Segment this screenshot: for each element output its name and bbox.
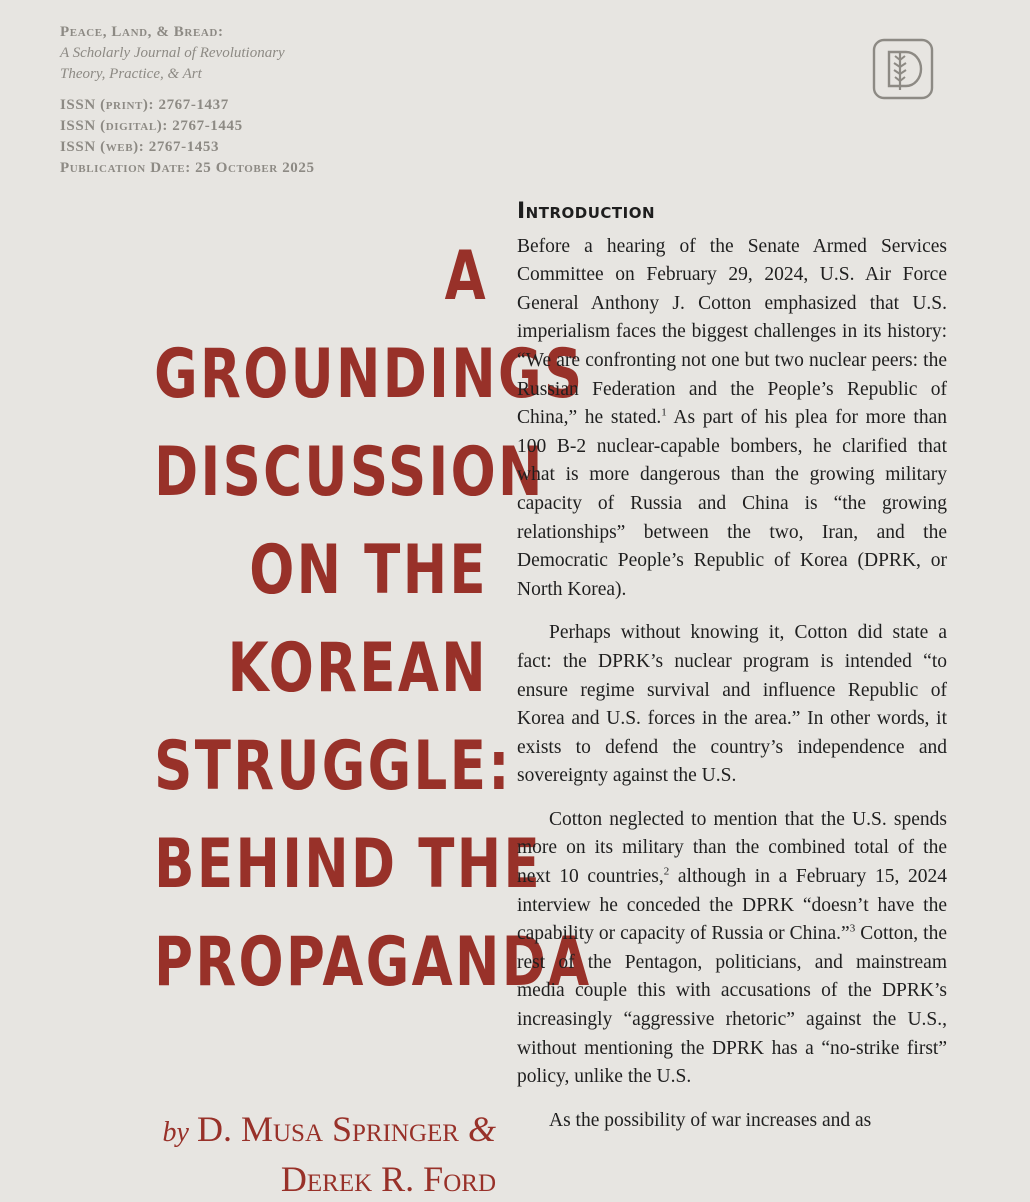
title-line: GROUNDINGS <box>154 335 585 414</box>
journal-name: Peace, Land, & Bread: <box>60 24 224 40</box>
issn-digital: ISSN (digital): 2767-1445 <box>60 118 243 134</box>
title-line: BEHIND THE <box>154 825 543 904</box>
title-line: PROPAGANDA <box>154 923 592 1002</box>
footnote-ref[interactable]: 2 <box>663 865 670 878</box>
title-line: A <box>444 237 488 316</box>
paragraph: Cotton neglected to mention that the U.S. spends more on its military than the combined total of the next 10 countries,$^2$ although in a February 15, 2024 interview he conceded the DPRK “doesn’t have the capability or capacity of Russia or China.”$^3$ Cotton, the rest of the Pentagon, politicians, and mainstream media couple this with accusations of the DPRK’s increasingly “aggressive rhetoric” against the U.S., without mentioning the DPRK has a “no-strike first” policy, unlike the U.S. <box>517 808 947 1088</box>
footnote-ref[interactable]: 3 <box>849 922 856 935</box>
paragraph: Perhaps without knowing it, Cotton did state a fact: the DPRK’s nuclear program is intended “to ensure regime survival and influence Republic of Korea and U.S. forces in the area.” In other words, it exists to defend the country’s independence and sovereignty against the U.S. <box>517 622 947 787</box>
journal-subtitle-line-1: A Scholarly Journal of Revolutionary <box>60 45 285 61</box>
byline-ampersand: & <box>467 1109 496 1149</box>
section-heading: Introduction <box>517 199 656 224</box>
title-line: ON THE <box>249 531 488 610</box>
wheat-shield-icon <box>872 38 934 100</box>
article-title <box>60 228 592 1012</box>
publication-date: Publication Date: 25 October 2025 <box>60 160 315 176</box>
title-line: STRUGGLE: <box>154 727 512 806</box>
issn-print: ISSN (print): 2767-1437 <box>60 97 229 113</box>
author-byline <box>60 1106 496 1202</box>
article-body <box>517 198 947 1150</box>
journal-masthead <box>60 22 380 179</box>
footnote-ref[interactable]: 1 <box>661 406 667 419</box>
paragraph: As the possibility of war increases and as <box>549 1109 872 1131</box>
title-line: KOREAN <box>227 629 488 708</box>
paragraph: Before a hearing of the Senate Armed Services Committee on February 29, 2024, U.S. Air Force General Anthony J. Cotton emphasized that U.S. imperialism faces the biggest challenges in its history: “We are confronting not one but two nuclear peers: the Russian Federation and the People’s Republic of China,” he stated.$^1$ As part of his plea for more than 100 B-2 nuclear-capable bombers, he clarified that what is more dangerous than the growing military capacity of Russia and China is “the growing relationships” between the two, Iran, and the Democratic People’s Republic of Korea (DPRK, or North Korea). <box>517 235 948 600</box>
issn-web: ISSN (web): 2767-1453 <box>60 139 220 155</box>
title-line: DISCUSSION <box>154 433 545 512</box>
author-name: D. Musa Springer <box>196 1109 459 1149</box>
journal-subtitle-line-2: Theory, Practice, & Art <box>60 66 202 82</box>
author-name: Derek R. Ford <box>280 1159 496 1199</box>
byline-by: by <box>162 1117 189 1148</box>
